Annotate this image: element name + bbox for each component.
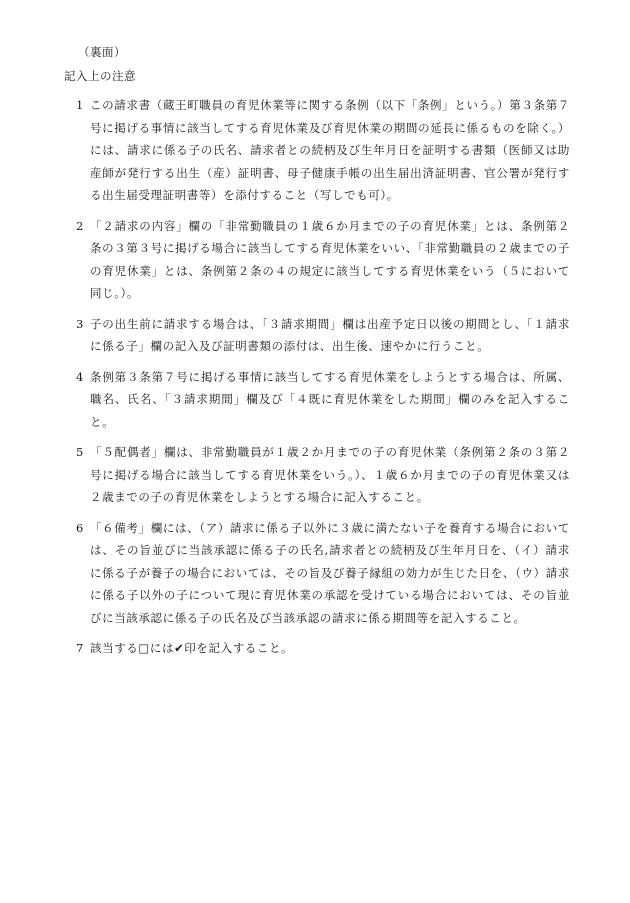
note-item-4	[76, 366, 570, 434]
note-text: 該当する□には✔印を記入すること。	[90, 641, 294, 655]
instructions-heading: 記入上の注意	[64, 69, 136, 83]
note-number: 1	[76, 98, 84, 112]
note-number: 3	[76, 316, 84, 331]
note-number: 2	[76, 218, 84, 233]
note-text: 条例第３条第７号に掲げる事情に該当してする育児休業をしようとする場合は、所属、職名、氏名、「３請求期間」欄及び「４既に育児休業をした期間」欄のみを記入すること。	[90, 369, 570, 429]
note-number: 6	[76, 520, 84, 535]
note-number: 5	[76, 445, 84, 459]
note-number: 4	[76, 369, 84, 384]
note-text: 「６備考」欄には、（ア）請求に係る子以外に３歳に満たない子を養育する場合においては、その旨並びに当該承認に係る子の氏名,請求者との続柄及び生年月日を、（イ）請求に係る子が養子の場合においては、その旨及び養子縁組の効力が生じた日を、（ウ）請求に係る子以外の子について現に育児休業の承認を受けている場合においては、その旨並びに当該承認に係る子の氏名及び当該承認の請求に係る期間等を記入すること。	[90, 520, 570, 625]
note-item-2	[76, 215, 570, 305]
note-item-3	[76, 313, 570, 358]
note-text: 「２請求の内容」欄の「非常勤職員の１歳６か月までの子の育児休業」とは、条例第２条の３第３号に掲げる場合に該当してする育児休業をいい、「非常勤職員の２歳までの子の育児休業」とは、条例第２条の４の規定に該当してする育児休業をいう（５において同じ。）。	[90, 218, 570, 300]
notes-list	[76, 94, 570, 668]
note-text: 子の出生前に請求する場合は、「３請求期間」欄は出産予定日以後の期間とし、「１請求に係る子」欄の記入及び証明書類の添付は、出生後、速やかに行うこと。	[90, 316, 570, 353]
reverse-side-label: （裏面）	[78, 45, 126, 59]
note-item-1	[76, 94, 570, 207]
note-text: 「５配偶者」欄は、非常勤職員が１歳２か月までの子の育児休業（条例第２条の３第２号に掲げる場合に該当してする育児休業をいう。）、１歳６か月までの子の育児休業又は２歳までの子の育児休業をしようとする場合に記入すること。	[90, 445, 570, 504]
note-item-7	[76, 637, 570, 660]
note-item-6	[76, 517, 570, 630]
note-item-5	[76, 441, 570, 509]
note-text: この請求書（蔵王町職員の育児休業等に関する条例（以下「条例」という。）第３条第７号に掲げる事情に該当してする育児休業及び育児休業の期間の延長に係るものを除く。）には、請求に係る子の氏名、請求者との続柄及び生年月日を証明する書類（医師又は助産師が発行する出生（産）証明書、母子健康手帳の出生届出済証明書、官公署が発行する出生届受理証明書等）を添付すること（写しでも可）。	[90, 98, 570, 202]
note-number: 7	[76, 641, 84, 655]
